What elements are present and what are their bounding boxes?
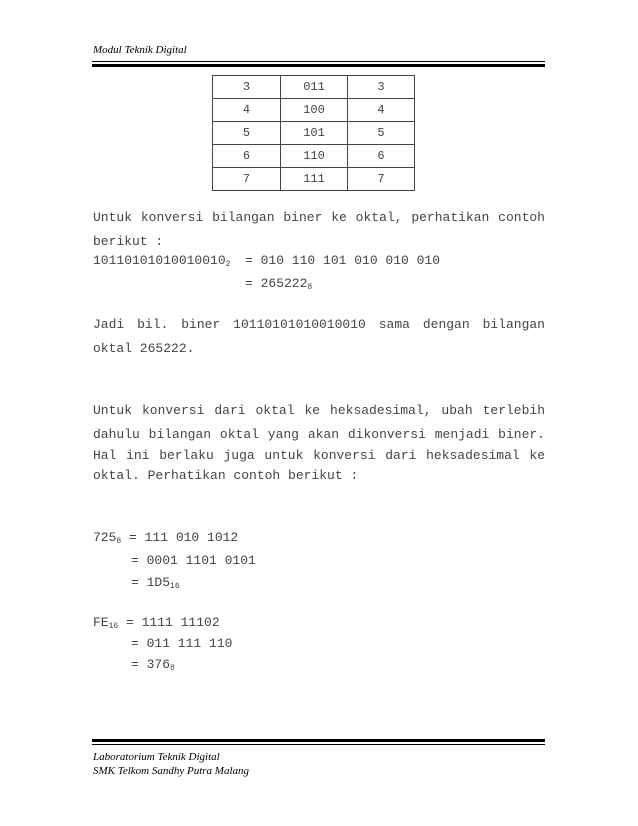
table-cell: 100 xyxy=(281,99,348,122)
example3-line-c: = $376_8$ xyxy=(131,657,175,673)
paragraph-line: Untuk konversi dari oktal ke heksadesimal, ubah terlebih xyxy=(93,403,545,418)
table-cell: 101 xyxy=(281,122,348,145)
paragraph-line: oktal. Perhatikan contoh berikut : xyxy=(93,468,359,483)
table-cell: 7 xyxy=(348,168,415,191)
paragraph-line: dahulu bilangan oktal yang akan dikonversi menjadi biner. xyxy=(93,427,545,442)
table-cell: 3 xyxy=(213,76,281,99)
example-binary-value: $10110101010010010_2$ xyxy=(93,253,231,269)
example2-line-c: = $1D5_{16}$ xyxy=(131,575,180,591)
example-octal-result: = $265222_8$ xyxy=(245,276,313,292)
example3-line-b: = 011 111 110 xyxy=(131,636,233,651)
paragraph-line: Untuk konversi bilangan biner ke oktal, perhatikan contoh xyxy=(93,210,545,225)
header-rule-thick xyxy=(92,64,545,67)
table-cell: 4 xyxy=(213,99,281,122)
table-row xyxy=(213,168,415,191)
header-title: Modul Teknik Digital xyxy=(93,44,187,56)
footer-rule-thick xyxy=(92,739,545,742)
octal-conversion-table xyxy=(212,75,415,191)
table-cell: 3 xyxy=(348,76,415,99)
paragraph-line: Hal ini berlaku juga untuk konversi dari heksadesimal ke xyxy=(93,448,545,463)
table-cell: 5 xyxy=(348,122,415,145)
table-cell: 4 xyxy=(348,99,415,122)
paragraph-line: Jadi bil. biner 10110101010010010 sama dengan bilangan xyxy=(93,317,545,332)
table-cell: 011 xyxy=(281,76,348,99)
header-rule-thin xyxy=(92,61,545,62)
footer-lab-name: Laboratorium Teknik Digital xyxy=(93,751,220,763)
table-cell: 111 xyxy=(281,168,348,191)
paragraph-line: berikut : xyxy=(93,234,164,249)
table-cell: 5 xyxy=(213,122,281,145)
paragraph-line: oktal 265222. xyxy=(93,341,195,356)
example3-line-a: $FE_{16} = 1111$ 11102 xyxy=(93,615,220,631)
example-grouped-binary: = 010 110 101 010 010 010 xyxy=(245,253,441,268)
table-row xyxy=(213,76,415,99)
example2-line-a: $725_8 = 111$ 010 1012 xyxy=(93,530,239,546)
table-row xyxy=(213,99,415,122)
footer-rule-thin xyxy=(92,744,545,745)
table-row xyxy=(213,122,415,145)
table-cell: 6 xyxy=(213,145,281,168)
footer-school-name: SMK Telkom Sandhy Putra Malang xyxy=(93,765,250,777)
table-cell: 110 xyxy=(281,145,348,168)
table-cell: 6 xyxy=(348,145,415,168)
table-cell: 7 xyxy=(213,168,281,191)
example2-line-b: = 0001 1101 0101 xyxy=(131,553,256,568)
table-row xyxy=(213,145,415,168)
